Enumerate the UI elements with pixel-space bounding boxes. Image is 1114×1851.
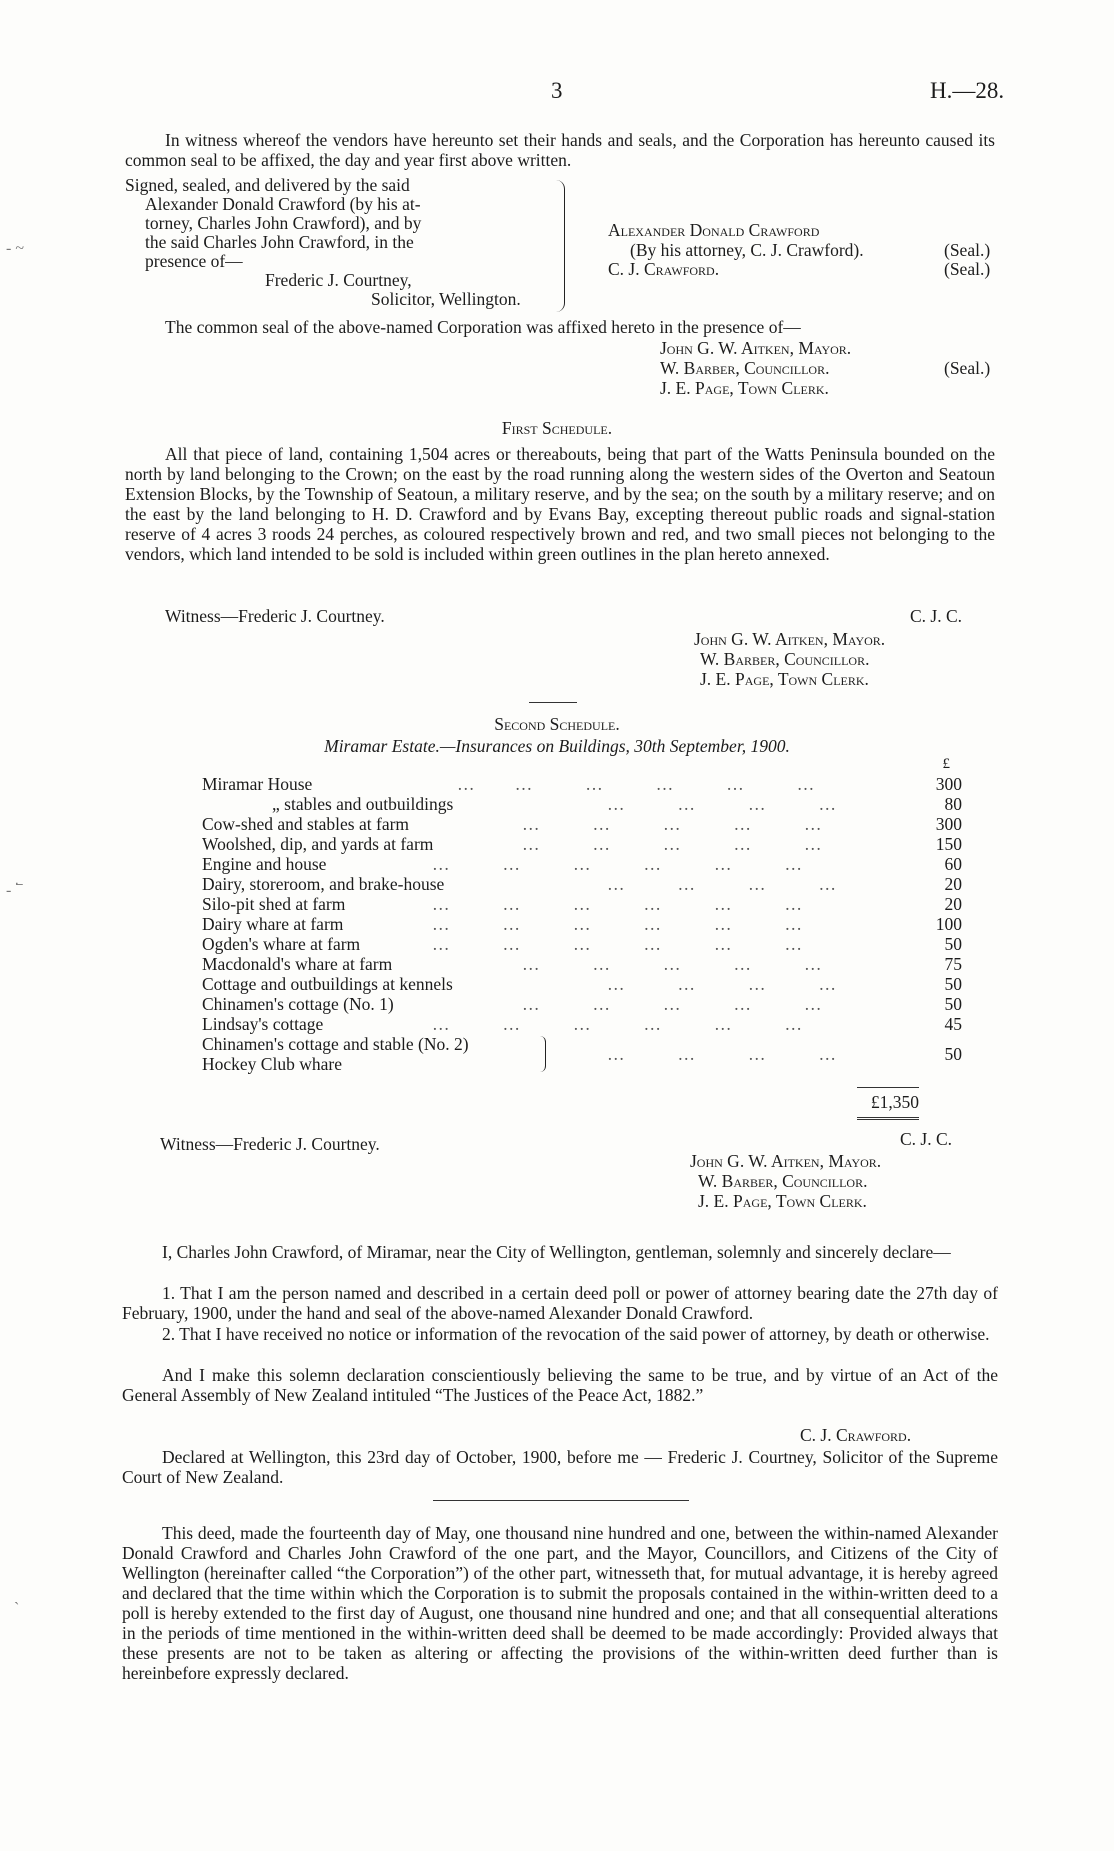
mayor-signature: John G. W. Aitken, Mayor.	[660, 338, 852, 358]
witness-intro-paragraph: In witness whereof the vendors have hereunto set their hands and seals, and the Corporation has hereunto caused its common seal to be affixed, the day and year first above written.	[125, 130, 995, 170]
signatory-name: Alexander Donald Crawford	[608, 220, 820, 240]
leader-dots: … … … … …	[522, 954, 824, 974]
councillor-signature: W. Barber, Councillor.	[660, 358, 830, 378]
row-amount: 100	[935, 914, 962, 934]
leader-dots: … … … … …	[522, 994, 824, 1014]
table-row	[202, 894, 962, 914]
signing-line: the said Charles John Crawford, in the	[145, 232, 414, 252]
insurance-table	[202, 756, 962, 1086]
clerk-signature: J. E. Page, Town Clerk.	[698, 1191, 867, 1211]
table-row	[202, 994, 962, 1014]
table-row	[202, 854, 962, 874]
margin-mark: `	[14, 1600, 20, 1617]
leader-dots: … … … …	[607, 974, 838, 994]
first-schedule-title: First Schedule.	[501, 418, 613, 438]
row-amount: 20	[944, 874, 962, 894]
declaration-point-1: 1. That I am the person named and described in a certain deed poll or power of attorney bearing date the 27th day of February, 1900, under the hand and seal of the above-named Alexander Donald Crawford.	[122, 1283, 998, 1323]
document-reference: H.—28.	[930, 78, 1005, 103]
leader-dots: … … … … …	[522, 814, 824, 834]
row-label: Miramar House	[202, 774, 313, 794]
table-row	[202, 974, 962, 994]
row-amount: 50	[944, 994, 962, 1014]
row-label: Macdonald's whare at farm	[202, 954, 393, 974]
table-row	[202, 794, 962, 814]
row-label: Chinamen's cottage and stable (No. 2)	[202, 1034, 469, 1054]
leader-dots: … … … … … …	[432, 914, 804, 934]
row-label: Engine and house	[202, 854, 327, 874]
row-label: Lindsay's cottage	[202, 1014, 324, 1034]
mayor-signature: John G. W. Aitken, Mayor.	[690, 1151, 882, 1171]
table-row	[202, 954, 962, 974]
leader-dots: … … … … … …	[432, 854, 804, 874]
signing-brace	[556, 180, 565, 312]
schedule-initials: C. J. C.	[910, 606, 963, 626]
row-amount: 75	[944, 954, 962, 974]
deed-paragraph: This deed, made the fourteenth day of May, one thousand nine hundred and one, between the within-named Alexander Donald Crawford and Charles John Crawford of the one part, and the Mayor, Councillors, and Citizens of the City of Wellington (hereinafter called “the Corporation”) of the other part, witnesseth that, for mutual advantage, it is hereby agreed and declared that the time within which the Corporation is to submit the proposals contained in the within-written deed to a poll is hereby extended to the first day of August, one thousand nine hundred and one; and that all consequential alterations in the periods of time mentioned in the within-written deed shall be deemed to be made accordingly: Provided always that these presents are not to be taken as altering or affecting the provisions of the within-written deed further than is hereinbefore expressly declared.	[122, 1523, 998, 1683]
leader-dots: … … … …	[607, 1044, 838, 1064]
clerk-signature: J. E. Page, Town Clerk.	[700, 669, 869, 689]
councillor-signature: W. Barber, Councillor.	[698, 1171, 868, 1191]
common-seal-text: The common seal of the above-named Corporation was affixed hereto in the presence of—	[165, 317, 801, 337]
first-schedule-text: All that piece of land, containing 1,504 acres or thereabouts, being that part of the Watts Peninsula bounded on the north by land belonging to the Crown; on the east by the road running along the western sides of the Overton and Seatoun Extension Blocks, by the Township of Seatoun, a military reserve, and by the sea; on the south by a military reserve; and on the east by the land belonging to H. D. Crawford and by Evans Bay, excepting thereout public roads and signal-station reserve of 4 acres 3 roods 24 perches, as coloured respectively brown and red, and two small pieces not belonging to the vendors, which land intended to be sold is included within green outlines in the plan hereto annexed.	[125, 444, 995, 564]
section-rule	[529, 702, 577, 703]
row-amount: 50	[944, 1044, 962, 1064]
signing-line: Signed, sealed, and delivered by the said	[125, 175, 410, 195]
section-rule	[433, 1500, 689, 1501]
row-label: Cow-shed and stables at farm	[202, 814, 410, 834]
row-amount: 20	[944, 894, 962, 914]
second-schedule-subtitle: Miramar Estate.—Insurances on Buildings, 30th September, 1900.	[324, 736, 790, 756]
leader-dots: … … … … …	[522, 834, 824, 854]
currency-header: £	[942, 756, 950, 772]
signing-line: Alexander Donald Crawford (by his at-	[145, 194, 421, 214]
seal-label: (Seal.)	[944, 240, 991, 260]
table-row	[202, 1014, 962, 1034]
row-label: Dairy whare at farm	[202, 914, 344, 934]
row-amount: 80	[944, 794, 962, 814]
row-label: „ stables and outbuildings	[272, 794, 454, 814]
signing-block-left	[125, 176, 565, 309]
leader-dots: … … … … … …	[432, 894, 804, 914]
table-row	[202, 914, 962, 934]
leader-dots: … … … …	[607, 794, 838, 814]
table-row	[202, 874, 962, 894]
table-row	[202, 814, 962, 834]
signatory-second: C. J. Crawford.	[608, 259, 720, 279]
seal-label: (Seal.)	[944, 259, 991, 279]
row-label: Hockey Club whare	[202, 1054, 342, 1074]
row-amount: 45	[944, 1014, 962, 1034]
table-row	[202, 934, 962, 954]
schedule-initials: C. J. C.	[900, 1129, 953, 1149]
row-label: Chinamen's cottage (No. 1)	[202, 994, 394, 1014]
leader-dots: … … … … … …	[432, 1014, 804, 1034]
row-amount: 300	[935, 774, 962, 794]
total-rule	[857, 1087, 919, 1088]
signing-line: presence of—	[145, 251, 243, 271]
margin-mark: ‐ ՟	[6, 882, 24, 899]
row-label: Cottage and outbuildings at kennels	[202, 974, 453, 994]
declaration-declared: Declared at Wellington, this 23rd day of October, 1900, before me — Frederic J. Courtney, Solicitor of the Supreme Court of New Zealand.	[122, 1447, 998, 1487]
second-schedule-title: Second Schedule.	[494, 714, 620, 734]
row-amount: 300	[935, 814, 962, 834]
table-row	[202, 834, 962, 854]
clerk-signature: J. E. Page, Town Clerk.	[660, 378, 829, 398]
table-row	[202, 774, 962, 794]
mayor-signature: John G. W. Aitken, Mayor.	[694, 629, 886, 649]
row-amount: 150	[935, 834, 962, 854]
declarant-signature: C. J. Crawford.	[800, 1425, 912, 1445]
row-amount: 50	[944, 934, 962, 954]
page-number: 3	[551, 78, 563, 103]
row-amount: 60	[944, 854, 962, 874]
margin-mark: - ~	[6, 240, 24, 257]
leader-dots: … … … … … …	[457, 774, 817, 794]
row-label: Ogden's whare at farm	[202, 934, 361, 954]
witness-title: Solicitor, Wellington.	[371, 289, 521, 309]
declaration-point-2: 2. That I have received no notice or information of the revocation of the said power of attorney, by death or otherwise.	[162, 1324, 990, 1344]
declaration-intro: I, Charles John Crawford, of Miramar, near the City of Wellington, gentleman, solemnly and sincerely declare—	[162, 1242, 951, 1262]
total-double-rule	[857, 1117, 919, 1120]
declaration-solemn: And I make this solemn declaration conscientiously believing the same to be true, and by virtue of an Act of the General Assembly of New Zealand intituled “The Justices of the Peace Act, 1882.”	[122, 1365, 998, 1405]
witness-name: Frederic J. Courtney,	[265, 270, 412, 290]
schedule-witness: Witness—Frederic J. Courtney.	[160, 1134, 380, 1154]
row-brace	[540, 1036, 546, 1072]
table-row-group	[202, 1034, 962, 1076]
row-label: Dairy, storeroom, and brake-house	[202, 874, 445, 894]
row-amount: 50	[944, 974, 962, 994]
councillor-signature: W. Barber, Councillor.	[700, 649, 870, 669]
leader-dots: … … … …	[607, 874, 838, 894]
signatory-attorney: (By his attorney, C. J. Crawford).	[630, 240, 864, 260]
seal-label: (Seal.)	[944, 358, 991, 378]
schedule-witness: Witness—Frederic J. Courtney.	[165, 606, 385, 626]
signing-line: torney, Charles John Crawford), and by	[145, 213, 422, 233]
row-label: Silo-pit shed at farm	[202, 894, 346, 914]
leader-dots: … … … … … …	[432, 934, 804, 954]
row-label: Woolshed, dip, and yards at farm	[202, 834, 434, 854]
total-amount: £1,350	[870, 1092, 919, 1112]
